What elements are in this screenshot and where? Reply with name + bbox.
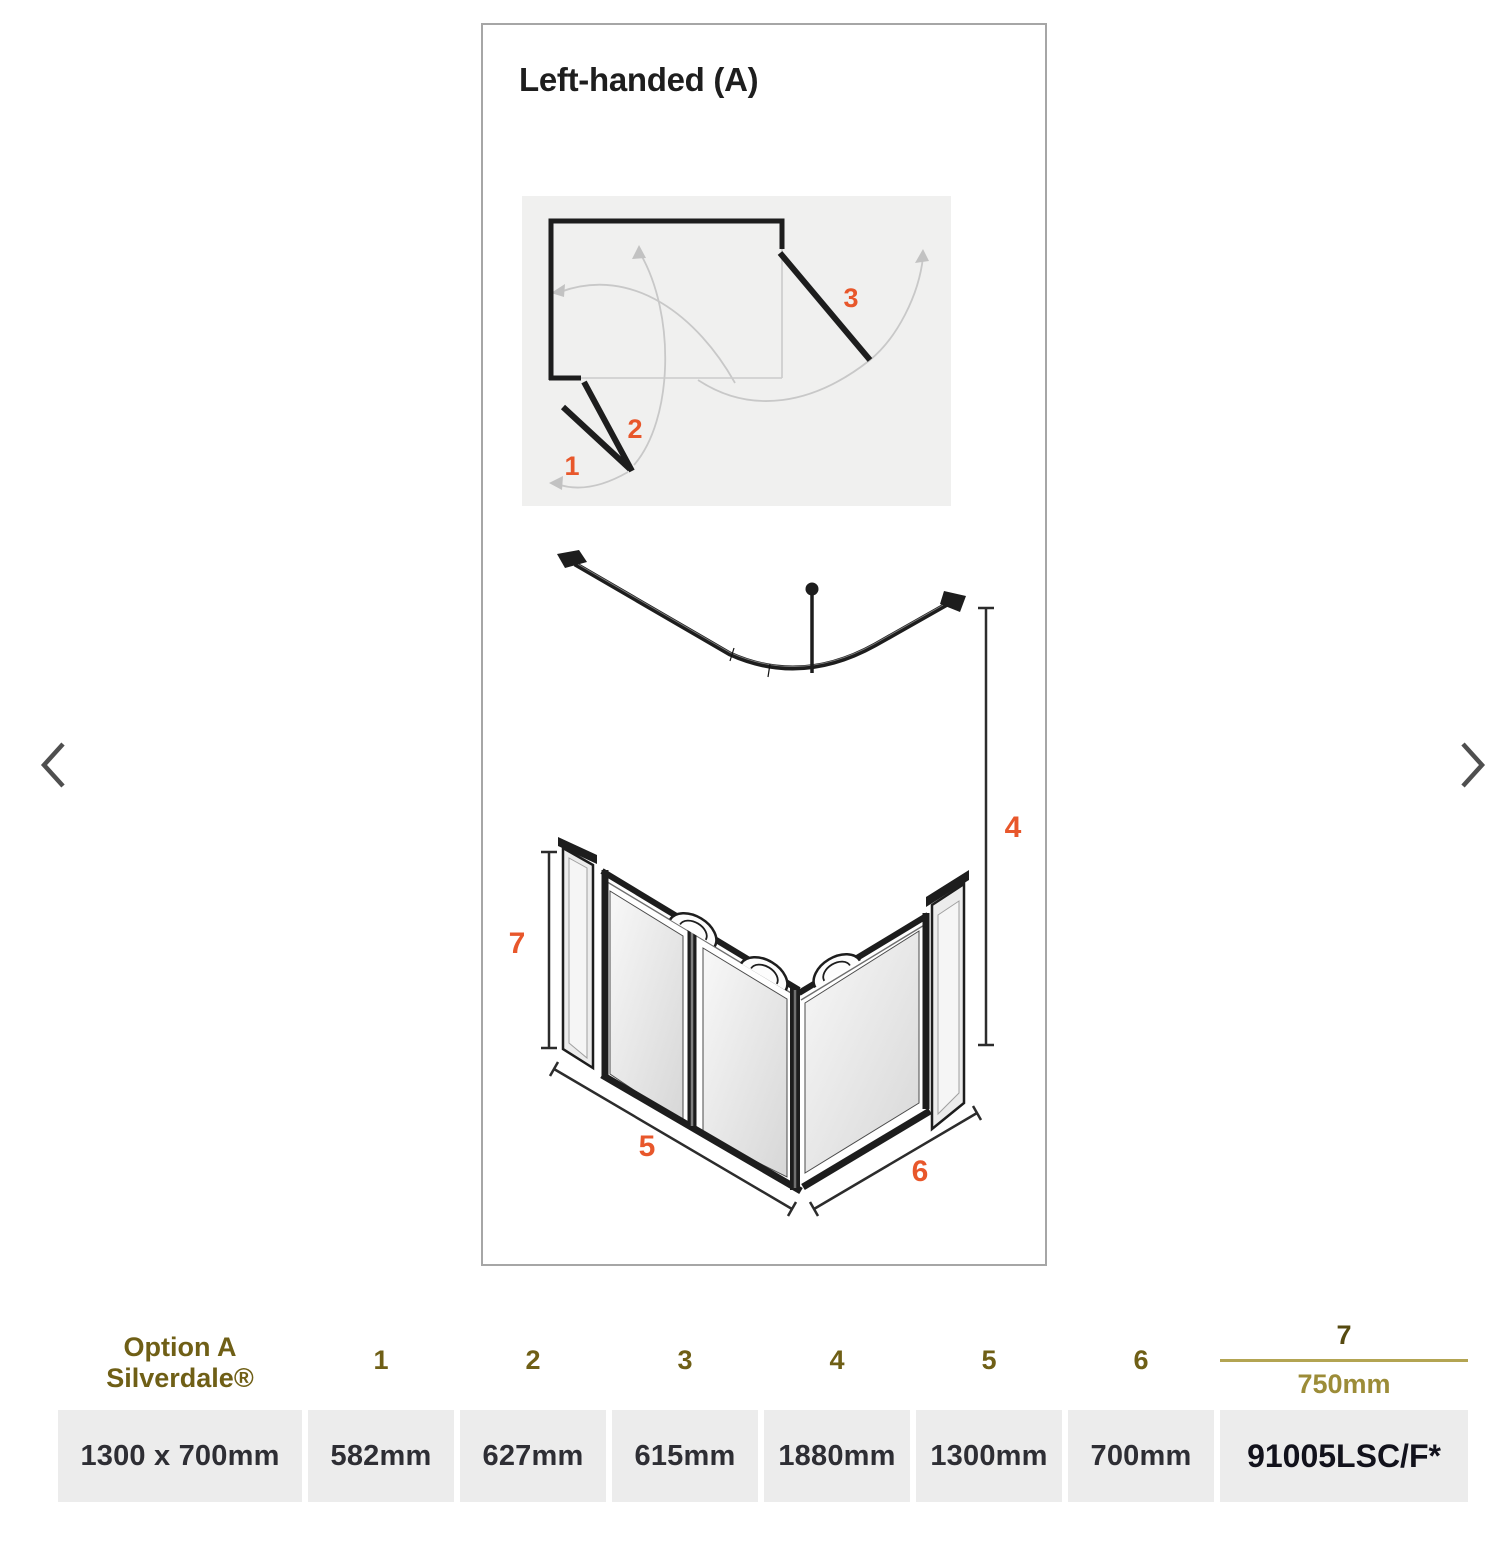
column-7-underline [1220,1359,1468,1362]
plan-view-diagram [522,196,951,506]
chevron-left-icon [37,739,71,794]
option-title-line2: Silverdale® [106,1363,254,1393]
cell-dim-2: 627mm [460,1410,606,1502]
chevron-right-icon [1455,739,1489,794]
option-title [58,1332,302,1402]
dim-label-4: 4 [1004,811,1022,844]
carousel-prev-button[interactable] [22,728,86,804]
column-header-7 [1220,1320,1468,1402]
roller-guides [670,905,860,990]
column-header-3: 3 [677,1345,693,1375]
diagram-title: Left-handed (A) [519,61,759,98]
dim-label-6: 6 [911,1155,929,1188]
plan-door3-label: 3 [843,283,859,313]
cell-product-code: 91005LSC/F* [1220,1410,1468,1502]
rail-ceiling-support [806,583,819,674]
column-header-1: 1 [373,1345,389,1375]
spec-table-header [58,1302,1468,1402]
cell-dim-1: 582mm [308,1410,454,1502]
plan-door2-label: 2 [627,414,643,444]
column-header-4: 4 [829,1345,845,1375]
shower-enclosure-diagram [483,25,1045,1264]
column-header-5: 5 [981,1345,997,1375]
cell-size: 1300 x 700mm [58,1410,302,1502]
rail-wall-bracket-left [557,550,587,568]
dim-label-7: 7 [508,927,526,960]
cell-dim-5: 1300mm [916,1410,1062,1502]
spec-table-row [58,1410,1468,1502]
option-title-line1: Option A [123,1332,237,1362]
column-header-6: 6 [1133,1345,1149,1375]
spec-table [58,1302,1468,1502]
column-header-2: 2 [525,1345,541,1375]
shower-screens-drawing [558,837,969,1191]
curtain-rail-drawing [557,550,966,677]
dim-label-5: 5 [638,1130,656,1163]
column-7-label: 7 [1336,1320,1352,1350]
column-7-value: 750mm [1297,1369,1391,1399]
plan-door1-label: 1 [564,451,580,481]
cell-dim-6: 700mm [1068,1410,1214,1502]
carousel-next-button[interactable] [1440,728,1500,804]
cell-dim-3: 615mm [612,1410,758,1502]
cell-dim-4: 1880mm [764,1410,910,1502]
diagram-card [481,23,1047,1266]
